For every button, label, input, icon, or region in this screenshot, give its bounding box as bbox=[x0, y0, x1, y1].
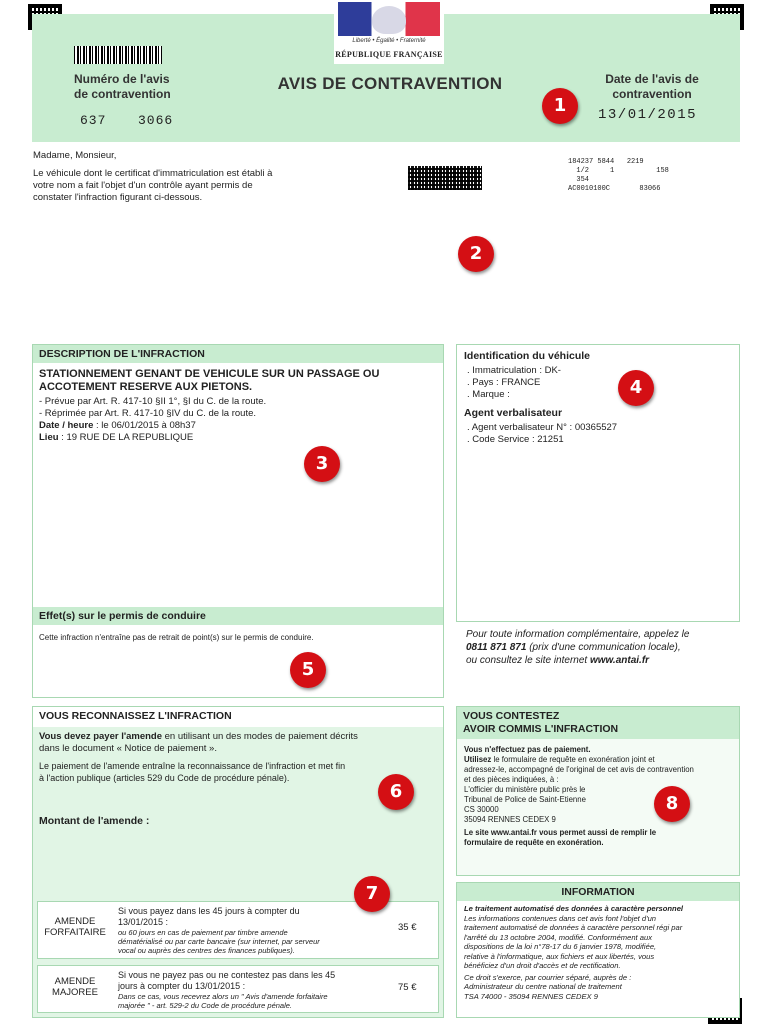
permis-text: Cette infraction n'entraîne pas de retrait de point(s) sur le permis de conduire. bbox=[39, 633, 314, 642]
page-title: AVIS DE CONTRAVENTION bbox=[277, 74, 503, 93]
reference-codes: 184237 5844 2219 1/2 1 158 354 AC0010100C 83066 bbox=[568, 158, 669, 193]
majoree-amount: 75 € bbox=[398, 982, 417, 993]
forfaitaire-text: Si vous payez dans les 45 jours à compter du 13/01/2015 : ou 60 jours en cas de paiement par timbre amende dématérialisé ou par carte bancaire (sur internet, par serveur vocal ou auprès des centres des finances publiques). bbox=[118, 906, 320, 955]
greeting: Madame, Monsieur, bbox=[33, 150, 117, 161]
agent-details: . Agent verbalisateur N° : 00365527 . Code Service : 21251 bbox=[467, 422, 618, 445]
datamatrix-code bbox=[408, 166, 482, 190]
infraction-box bbox=[32, 344, 444, 698]
vehicle-details: . Immatriculation : DK- . Pays : FRANCE . Marque : bbox=[467, 365, 561, 400]
infraction-heading: DESCRIPTION DE L'INFRACTION bbox=[33, 345, 443, 363]
logo-motto: Liberté • Égalité • Fraternité bbox=[352, 38, 426, 44]
date-value: 13/01/2015 bbox=[598, 107, 698, 123]
montant-heading: Montant de l'amende : bbox=[39, 815, 150, 827]
marker-3: 3 bbox=[304, 446, 340, 482]
information-box bbox=[456, 882, 740, 1018]
marker-6: 6 bbox=[378, 774, 414, 810]
reconnaissez-heading: VOUS RECONNAISSEZ L'INFRACTION bbox=[33, 707, 443, 725]
information-text: Le traitement automatisé des données à caractère personnel Les informations contenues dans cet avis font l'objet d'un traitement automatisé de données à caractère personnel régi par l'arrêté du 13 octobre 2004, modifié. Conformément aux dispositions de la loi n°78-17 du 6 janvier 1978, modifiée, relative à l'informatique, aux fichiers et aux libertés, vous bénéficiez d'un droit d'accès et de rectification. Ce droit s'exerce, par courrier séparé, auprès de : Administrateur du centre national de traitement TSA 74000 - 35094 RENNES CEDEX 9 bbox=[464, 904, 684, 1001]
majoree-label: AMENDE MAJOREE bbox=[52, 976, 98, 998]
infraction-articles: - Prévue par Art. R. 417-10 §II 1°, §I du C. de la route. - Réprimée par Art. R. 417-10 §IV du C. de la route. Date / heure : le 06/01/2015 à 08h37 Lieu : 19 RUE DE LA REPUBLIQUE bbox=[39, 396, 267, 443]
avis-number-part2: 3066 bbox=[138, 113, 174, 128]
avis-number-part1: 637 bbox=[80, 113, 107, 128]
barcode bbox=[74, 46, 162, 64]
republique-francaise-logo bbox=[334, 0, 444, 64]
vehicle-box bbox=[456, 344, 740, 622]
intro-text: Le véhicule dont le certificat d'immatriculation est établi à votre nom a fait l'objet d'un contrôle ayant permis de constater l'infraction figurant ci-dessous. bbox=[33, 168, 273, 203]
contact-info: Pour toute information complémentaire, appelez le 0811 871 871 (prix d'une communication locale), ou consultez le site internet www.antai.fr bbox=[466, 629, 690, 666]
agent-heading: Agent verbalisateur bbox=[464, 407, 563, 419]
majoree-text: Si vous ne payez pas ou ne contestez pas dans les 45 jours à compter du 13/01/2015 : Dans ce cas, vous recevrez alors un " Avis d'amende forfaitaire majorée " - art. 529-2 du Code de procédure pénale. bbox=[118, 970, 336, 1010]
marker-7: 7 bbox=[354, 876, 390, 912]
contestez-box bbox=[456, 706, 740, 876]
information-heading: INFORMATION bbox=[457, 883, 739, 901]
infraction-title: STATIONNEMENT GENANT DE VEHICULE SUR UN PASSAGE OU ACCOTEMENT RESERVE AUX PIETONS. bbox=[39, 368, 380, 393]
contestez-heading: VOUS CONTESTEZ AVOIR COMMIS L'INFRACTION bbox=[457, 707, 739, 739]
date-label: Date de l'avis de contravention bbox=[605, 72, 699, 101]
forfaitaire-amount: 35 € bbox=[398, 922, 417, 933]
vehicle-heading: Identification du véhicule bbox=[464, 350, 591, 362]
marker-5: 5 bbox=[290, 652, 326, 688]
contestez-text: Vous n'effectuez pas de paiement. Utilisez le formulaire de requête en exonération joint et adressez-le, accompagné de l'original de cet avis de contravention et des pièces indiquées, à : L'officier du ministère public près le Tribunal de Police de Saint-Etienne CS 30000 35094 RENNES CEDEX 9 Le site www.antai.fr vous permet aussi de remplir le formulaire de requête en exonération. bbox=[464, 745, 694, 847]
forfaitaire-label: AMENDE FORFAITAIRE bbox=[44, 916, 106, 938]
marker-2: 2 bbox=[458, 236, 494, 272]
avis-number-label: Numéro de l'avis de contravention bbox=[74, 72, 171, 101]
marker-1: 1 bbox=[542, 88, 578, 124]
marker-8: 8 bbox=[654, 786, 690, 822]
logo-text: RÉPUBLIQUE FRANÇAISE bbox=[335, 50, 443, 59]
amende-majoree-row bbox=[37, 965, 439, 1013]
permis-heading: Effet(s) sur le permis de conduire bbox=[33, 607, 443, 625]
marianne-flag-icon bbox=[338, 2, 440, 36]
reconnaissez-text: Vous devez payer l'amende en utilisant un des modes de paiement décrits dans le document « Notice de paiement ». Le paiement de l'amende entraîne la reconnaissance de l'infraction et met fin à l'action publique (articles 529 du Code de procédure pénale). bbox=[39, 731, 358, 783]
reconnaissez-box bbox=[32, 706, 444, 1018]
marker-4: 4 bbox=[618, 370, 654, 406]
